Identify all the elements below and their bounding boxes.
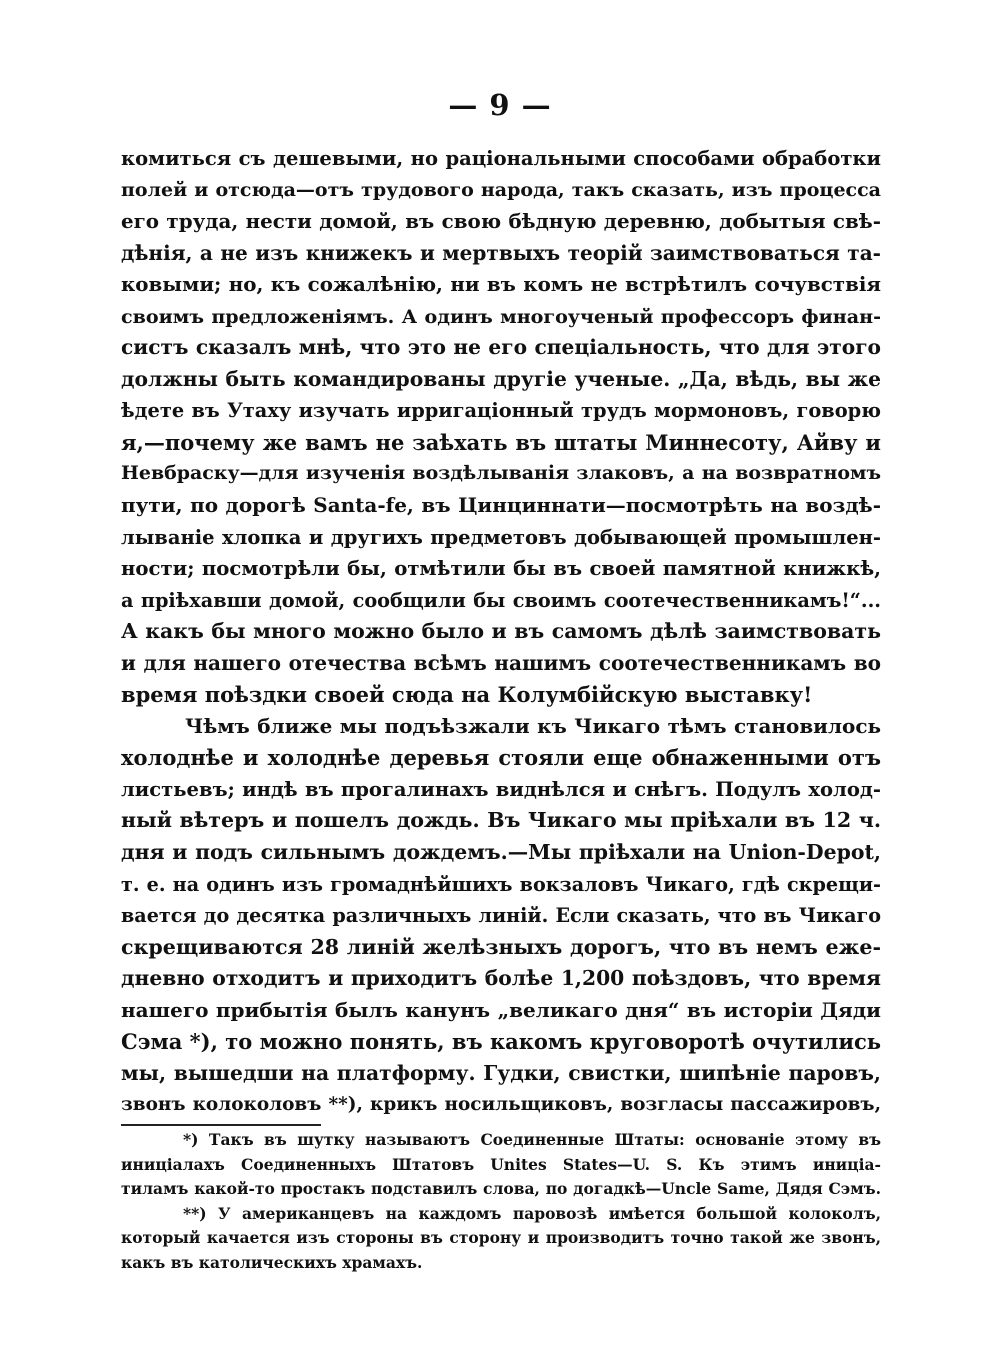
body-line: и для нашего отечества всѣмъ нашимъ соотечественникамъ во	[121, 650, 881, 675]
footnote-line: какъ въ католическихъ храмахъ.	[121, 1252, 423, 1272]
footnote-line: **) У американцевъ на каждомъ паровозѣ имѣется большой колоколъ,	[183, 1203, 881, 1223]
body-line: комиться съ дешевыми, но раціональными способами обработки	[121, 147, 881, 170]
body-line: систъ сказалъ мнѣ, что это не его спеціальность, что для этого	[121, 335, 881, 360]
body-line: а пріѣхавши домой, сообщили бы своимъ соотечественникамъ!“...	[121, 588, 881, 612]
body-line: дня и подъ сильнымъ дождемъ.—Мы пріѣхали на Union-Depot,	[121, 840, 881, 865]
body-line: Невбраску—для изученія воздѣлыванія злаковъ, а на возвратномъ	[121, 462, 881, 485]
body-line: полей и отсюда—отъ трудового народа, такъ сказать, изъ процесса	[121, 178, 881, 201]
body-line: лываніе хлопка и другихъ предметовъ добывающей промышлен-	[121, 525, 881, 549]
footnote-line: который качается изъ стороны въ сторону и производитъ точно такой же звонъ,	[121, 1228, 881, 1248]
body-line: Сэма *), то можно понять, въ какомъ круговоротѣ очутились	[121, 1029, 881, 1055]
body-line: листьевъ; индѣ въ прогалинахъ виднѣлся и снѣгъ. Подулъ холод-	[121, 777, 881, 801]
body-line: его труда, нести домой, въ свою бѣдную деревню, добытыя свѣ-	[121, 209, 881, 234]
footnote-line: иниціалахъ Соединенныхъ Штатовъ Unites States—U. S. Къ этимъ иниціа-	[121, 1154, 881, 1174]
body-line: дневно отходитъ и приходитъ болѣе 1,200 поѣздовъ, что время	[121, 966, 881, 991]
footnote-line: *) Такъ въ шутку называютъ Соединенные Штаты: основаніе этому въ	[183, 1130, 881, 1149]
body-line: вается до десятка различныхъ линій. Если сказать, что въ Чикаго	[121, 904, 881, 928]
body-line: ковыми; но, къ сожалѣнію, ни въ комъ не встрѣтилъ сочувствія	[121, 272, 881, 297]
body-line: должны быть командированы другіе ученые. „Да, вѣдь, вы же	[121, 366, 881, 391]
body-line: ный вѣтеръ и пошелъ дождь. Въ Чикаго мы пріѣхали въ 12 ч.	[121, 808, 881, 833]
body-line: А какъ бы много можно было и въ самомъ дѣлѣ заимствовать	[121, 619, 881, 644]
body-line: пути, по дорогѣ Santa-fe, въ Цинциннати—посмотрѣть на воздѣ-	[121, 493, 881, 518]
body-line: своимъ предложеніямъ. А одинъ многоученый профессоръ финан-	[121, 304, 881, 328]
body-line: ѣдете въ Утаху изучать ирригаціонный трудъ мормоновъ, говорю	[121, 399, 881, 423]
body-line: я,—почему же вамъ не заѣхать въ штаты Миннесоту, Айву и	[121, 429, 881, 455]
body-line: мы, вышедши на платформу. Гудки, свистки, шипѣніе паровъ,	[121, 1060, 881, 1085]
body-text	[121, 143, 881, 1121]
footnote-line: тиламъ какой-то простакъ подставилъ слова, по догадкѣ—Uncle Same, Дядя Сэмъ.	[121, 1179, 881, 1199]
body-line: звонъ колоколовъ **), крикъ носильщиковъ, возгласы пассажировъ,	[121, 1094, 881, 1116]
body-line: ности; посмотрѣли бы, отмѣтили бы въ своей памятной книжкѣ,	[121, 557, 881, 581]
body-line: Чѣмъ ближе мы подъѣзжали къ Чикаго тѣмъ становилось	[185, 713, 881, 738]
body-line: холоднѣе и холоднѣе деревья стояли еще обнаженными отъ	[121, 745, 881, 771]
body-line: скрещиваются 28 линій желѣзныхъ дорогъ, что въ немъ еже-	[121, 934, 881, 959]
body-line: дѣнія, а не изъ книжекъ и мертвыхъ теорій заимствоваться та-	[121, 240, 881, 265]
body-line: время поѣздки своей сюда на Колумбійскую выставку!	[121, 682, 813, 708]
body-line: т. е. на одинъ изъ громаднѣйшихъ вокзаловъ Чикаго, гдѣ скрещи-	[121, 872, 881, 896]
footnote-divider	[121, 1124, 321, 1126]
page-number: — 9 —	[448, 88, 552, 122]
body-line: нашего прибытія былъ канунъ „великаго дня“ въ исторіи Дяди	[121, 997, 881, 1022]
footnotes	[121, 1128, 881, 1276]
